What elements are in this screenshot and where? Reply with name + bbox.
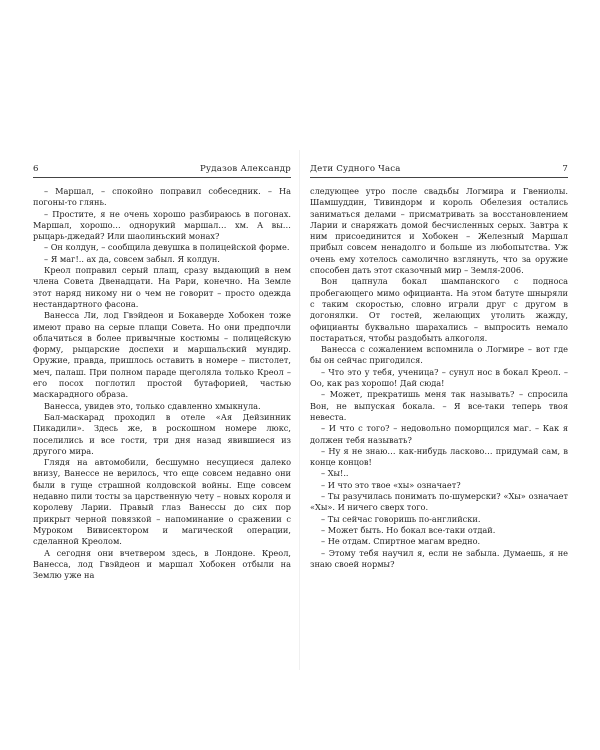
right-page-text [310, 186, 568, 570]
paragraph: – Ну я не знаю… как-нибудь ласково… придумай сам, в конце концов! [310, 445, 568, 468]
right-running-head [310, 163, 568, 178]
left-page [33, 163, 291, 643]
paragraph: – Не отдам. Спиртное магам вредно. [321, 536, 481, 547]
right-page [310, 163, 568, 643]
left-page-text [33, 186, 291, 581]
page-gutter [299, 150, 300, 670]
paragraph: – Он колдун, – сообщила девушка в полицейской форме. [44, 242, 290, 253]
left-page-number: 6 [33, 164, 39, 174]
right-page-number: 7 [562, 164, 568, 174]
paragraph: – Может, прекратишь меня так называть? – спросила Вон, не выпуская бокала. – Я все-таки теперь твоя невеста. [310, 389, 568, 422]
left-running-head [33, 163, 291, 178]
paragraph-continued: следующее утро после свадьбы Логмира и Гвениолы. Шамшуддин, Тивиндорм и король Обелезия остались заниматься делами – присматривать за восстановлением Ларии и снаряжать домой бесчисленных серых. Завтра к ним присоединится и Хобокен – Железный Маршал прибыл совсем ненадолго и больше из любопытства. Уж очень ему хотелось самолично взглянуть, что за оружие способен дать этот сказочный мир – Земля-2006. [310, 186, 568, 276]
paragraph: Ванесса, увидев это, только сдавленно хмыкнула. [44, 400, 261, 411]
paragraph: – Ты сейчас говоришь по-английски. [321, 513, 481, 524]
right-running-title: Дети Судного Часа [310, 164, 401, 174]
paragraph: – И что с того? – недовольно поморщился маг. – Как я должен тебя называть? [310, 423, 568, 445]
paragraph: Креол поправил серый плащ, сразу выдающий в нем члена Совета Двенадцати. На Рари, конечно. На Земле этот наряд никому ни о чем не говорит – просто одежда нестандартного фасона. [33, 265, 291, 309]
paragraph: Бал-маскарад проходил в отеле «Ая Дейзинник Пикадили». Здесь же, в роскошном номере люкс, поселились и все гости, три дня назад явившиеся из другого мира. [33, 411, 291, 456]
paragraph: – Этому тебя научил я, если не забыла. Думаешь, я не знаю своей нормы? [310, 547, 568, 569]
paragraph: – И что это твое «хы» означает? [321, 479, 461, 490]
paragraph: – Простите, я не очень хорошо разбираюсь в погонах. Маршал, хорошо… однорукий маршал… хм. А вы… рыцарь-джедай? Или шаолиньский монах? [33, 208, 291, 242]
paragraph: Ванесса Ли, лод Гвэйдеон и Бокаверде Хобокен тоже имеют право на серые плащи Совета. Но они предпочли облачиться в более привычные костюмы – полицейскую форму, рыцарские доспехи и маршальский мундир. Оружие, правда, пришлось оставить в номере – пистолет, меч, палаш. При полном параде щеголяла только Креол – его посох поглотил простой бутафорией, частью маскарадного образа. [33, 310, 291, 400]
paragraph: – Я маг!.. ах да, совсем забыл. Я колдун. [44, 253, 220, 264]
left-running-title: Рудазов Александр [200, 164, 291, 174]
paragraph: – Ты разучилась понимать по-шумерски? «Хы» означает «Хы». И ничего сверх того. [310, 491, 568, 513]
paragraph: Ванесса с сожалением вспомнила о Логмире – вот где бы он сейчас пригодился. [310, 344, 568, 366]
paragraph: – Может быть. Но бокал все-таки отдай. [321, 524, 496, 535]
paragraph: – Маршал, – спокойно поправил собеседник. – На погоны-то глянь. [33, 186, 291, 208]
paragraph: Глядя на автомобили, бесшумно несущиеся далеко внизу, Ванессе не верилось, что еще совсем недавно они были в гуще страшной колдовской войны. Еще совсем недавно пили тосты за царственную чету – новых короля и королеву Ларии. Правый глаз Ванессы до сих пор прикрыт черной повязкой – напоминание о сражении с Муроком Вивисектором и магической операции, сделанной Креолом. [33, 457, 291, 547]
paragraph: Вон цапнула бокал шампанского с подноса пробегающего мимо официанта. На этом батуте шныряли с таким скоростью, словно играли друг с другом в догонялки. От гостей, желающих утолить жажду, официанты буквально шарахались – выпросить немало постараться, чтобы раздобыть алкоголя. [310, 276, 568, 343]
paragraph: – Что это у тебя, ученица? – сунул нос в бокал Креол. – Оо, как раз хорошо! Дай сюда! [310, 366, 568, 389]
paragraph: – Хы!.. [321, 468, 349, 479]
paragraph: А сегодня они вчетвером здесь, в Лондоне. Креол, Ванесса, лод Гвэйдеон и маршал Хобокен отбыли на Землю уже на [33, 547, 291, 581]
